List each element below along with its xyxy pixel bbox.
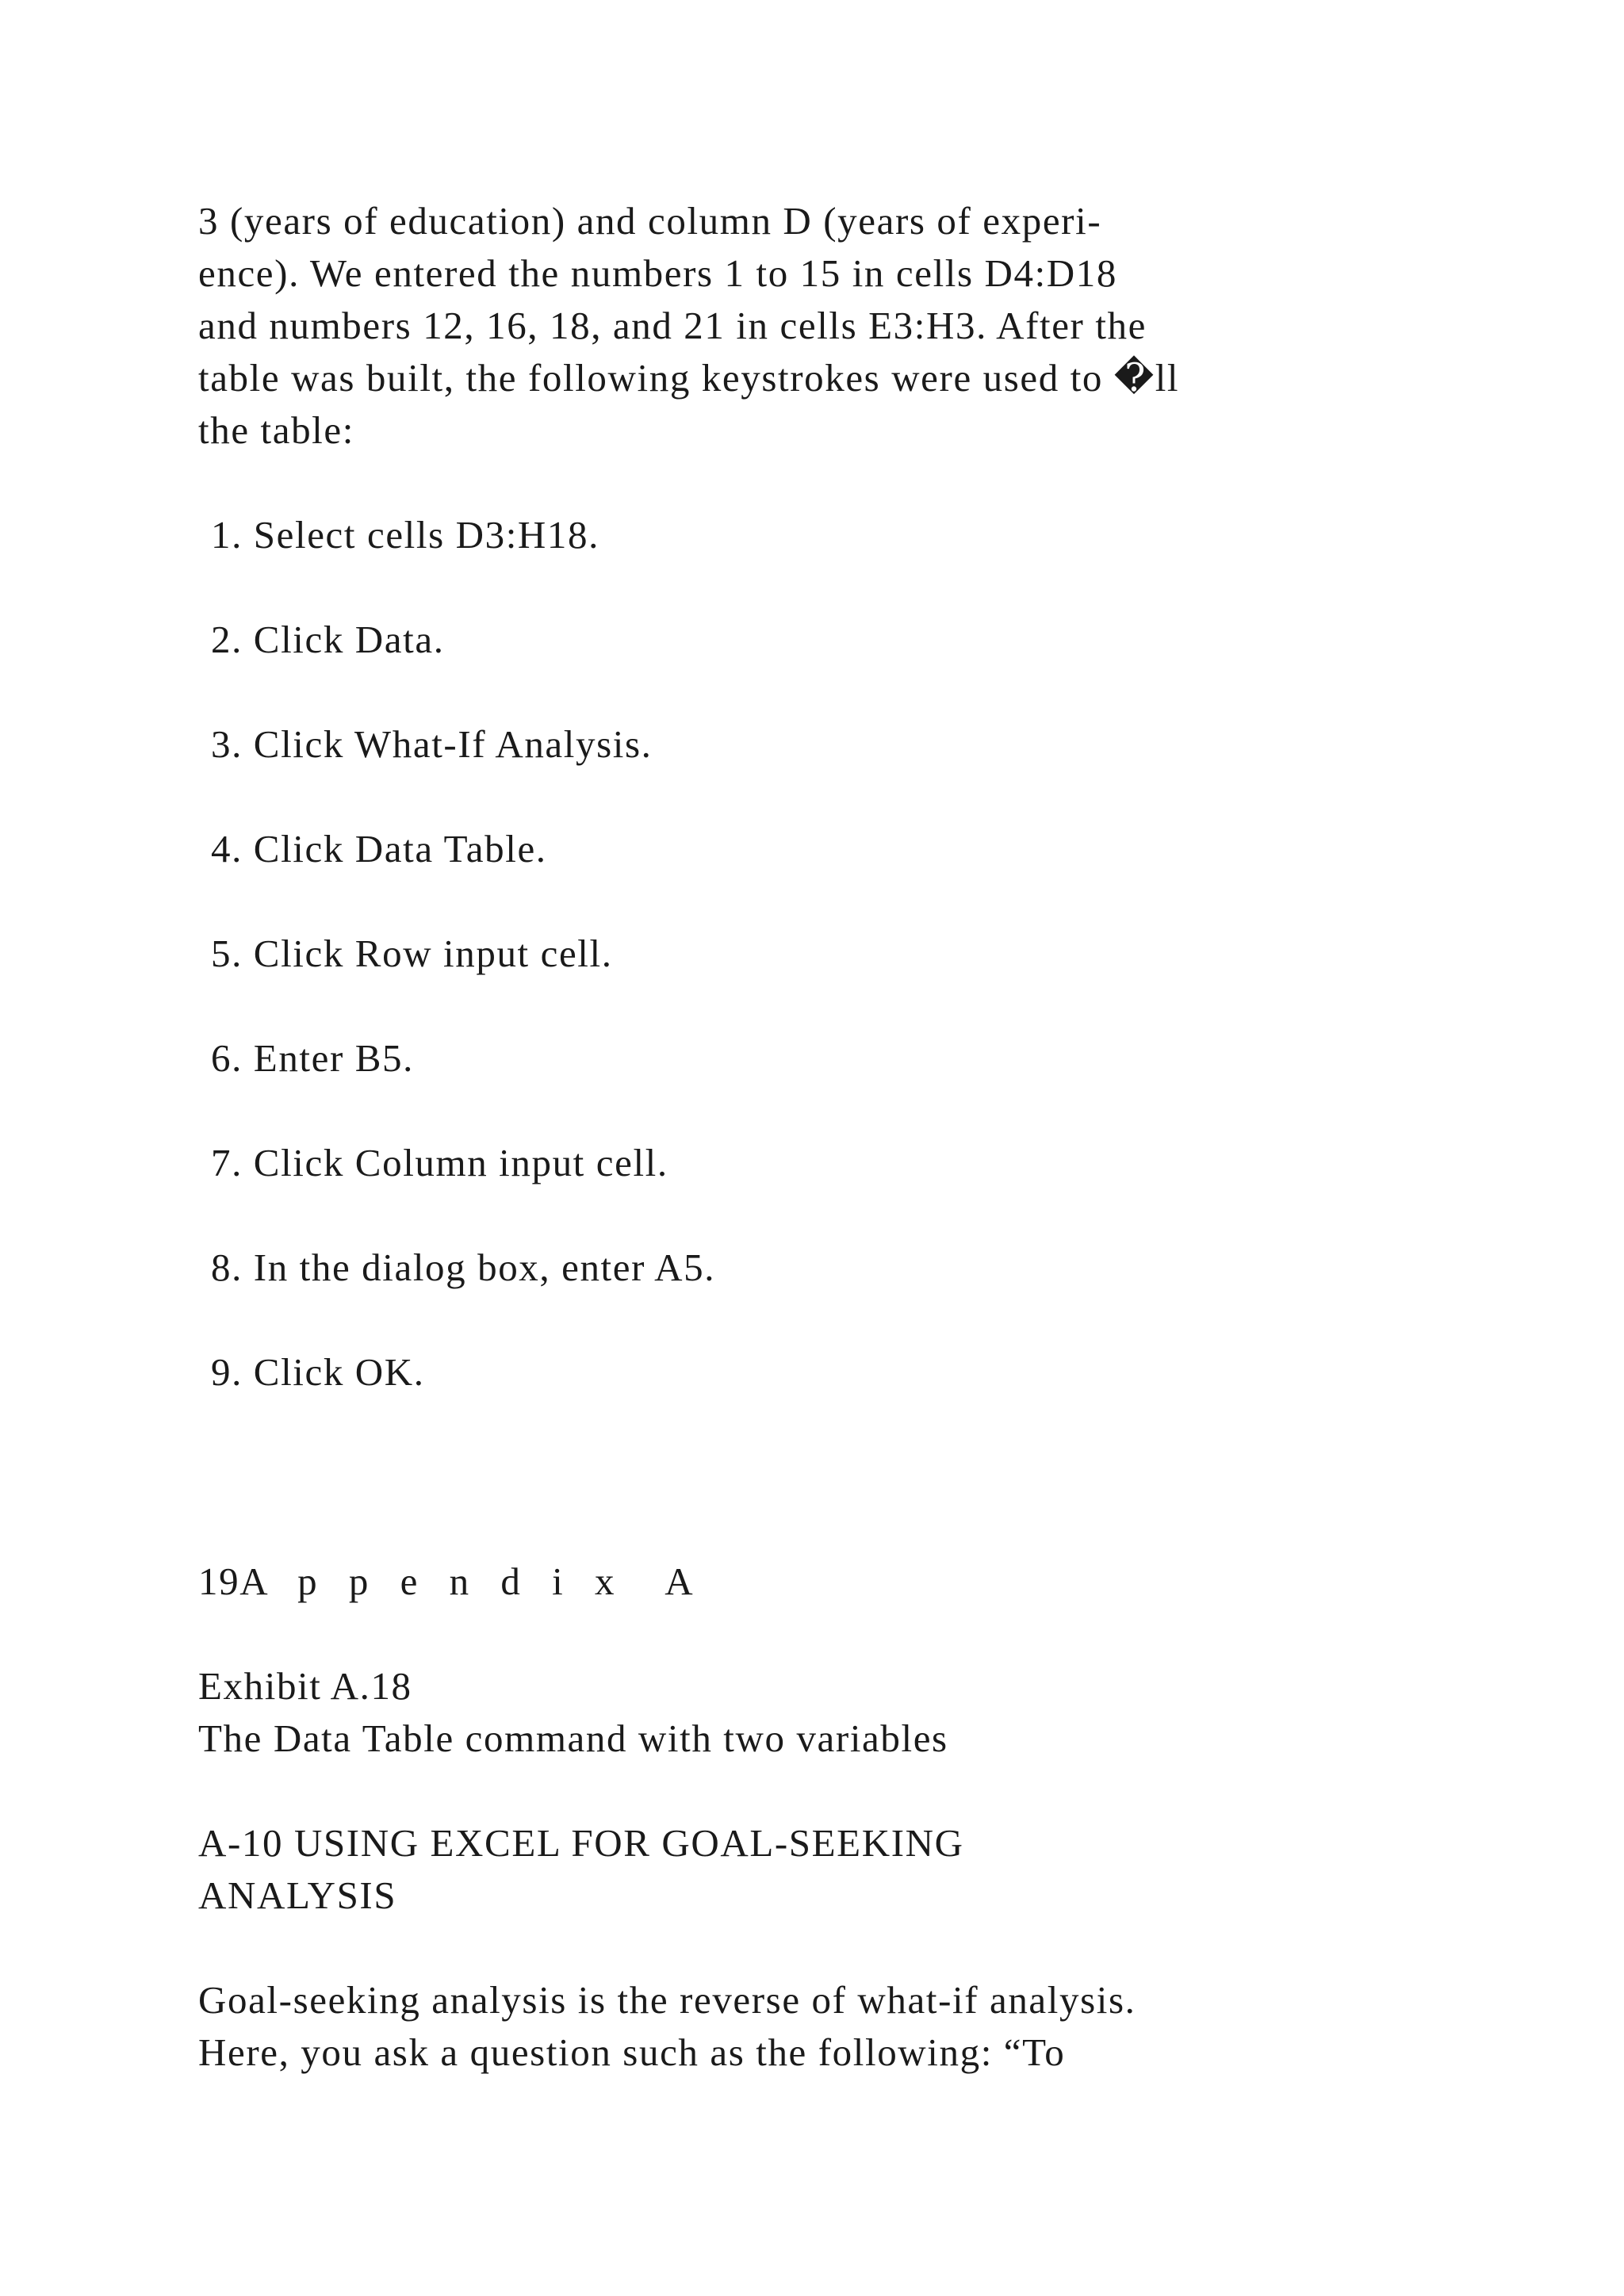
- heading-line: ANALYSIS: [198, 1873, 397, 1917]
- list-item: 1. Select cells D3:H18.: [211, 513, 599, 557]
- text-line: Goal-seeking analysis is the reverse of what-if analysis.: [198, 1978, 1136, 2022]
- steps-list: [198, 509, 1435, 1399]
- text-line: table was built, the following keystrokes were used to �ll: [198, 356, 1180, 400]
- running-footer: [198, 1556, 1435, 1608]
- section-heading: [198, 1817, 1435, 1922]
- heading-line: A-10 USING EXCEL FOR GOAL-SEEKING: [198, 1821, 964, 1865]
- intro-paragraph: [198, 195, 1435, 457]
- list-item: 4. Click Data Table.: [211, 827, 547, 871]
- running-head: A p p e n d i x A: [239, 1559, 704, 1603]
- exhibit-caption: [198, 1660, 1435, 1765]
- closing-paragraph: [198, 1974, 1435, 2079]
- text-line: and numbers 12, 16, 18, and 21 in cells E3:H3. After the: [198, 304, 1147, 347]
- text-line: Here, you ask a question such as the following: “To: [198, 2030, 1066, 2074]
- list-item: 2. Click Data.: [211, 618, 445, 661]
- document-page: [198, 195, 1435, 2079]
- list-item: 8. In the dialog box, enter A5.: [211, 1246, 716, 1289]
- list-item: 6. Enter B5.: [211, 1036, 414, 1080]
- text-line: the table:: [198, 408, 354, 452]
- exhibit-label: Exhibit A.18: [198, 1664, 412, 1708]
- exhibit-title: The Data Table command with two variables: [198, 1716, 948, 1760]
- text-line: 3 (years of education) and column D (years of experi-: [198, 199, 1102, 243]
- list-item: 7. Click Column input cell.: [211, 1141, 668, 1184]
- list-item: 3. Click What-If Analysis.: [211, 722, 653, 766]
- list-item: 5. Click Row input cell.: [211, 932, 613, 975]
- text-line: ence). We entered the numbers 1 to 15 in cells D4:D18: [198, 251, 1117, 295]
- list-item: 9. Click OK.: [211, 1350, 425, 1394]
- page-number: 19: [198, 1559, 240, 1603]
